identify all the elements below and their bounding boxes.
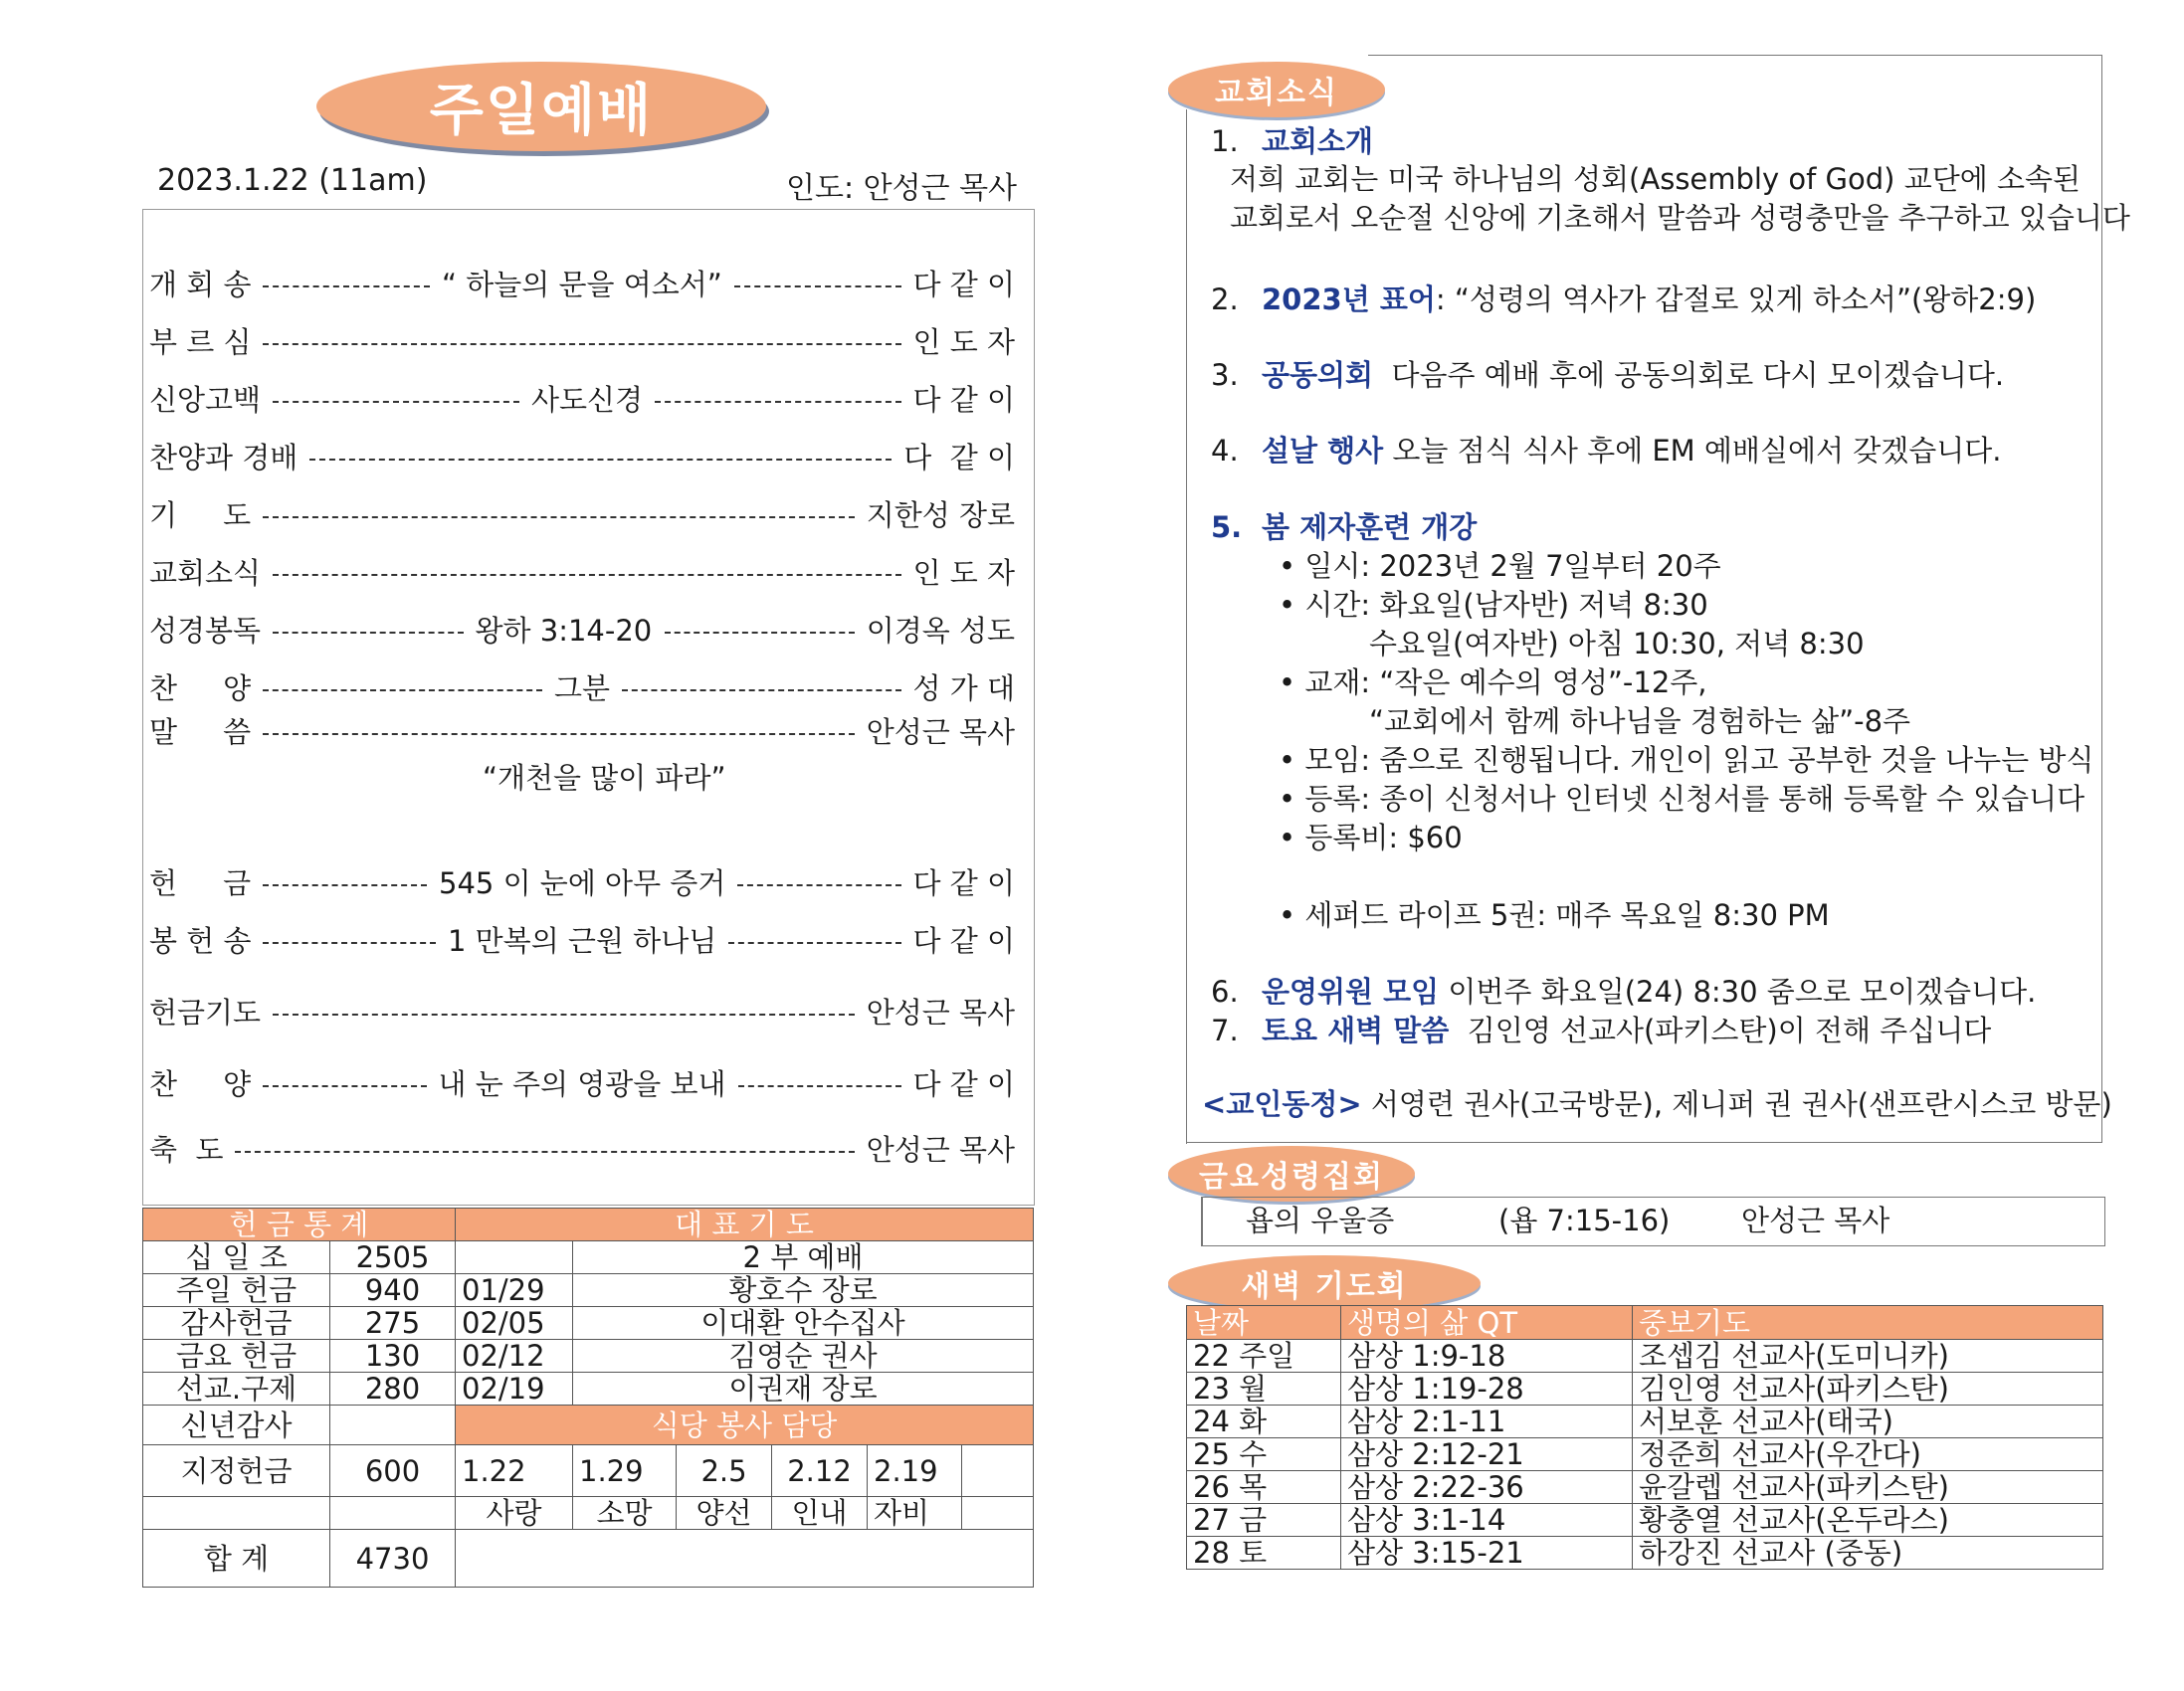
news-item-6-num: 6.: [1211, 975, 1239, 1009]
dash-leader: [622, 689, 901, 691]
service-person: 성 가 대: [912, 671, 1015, 705]
dash-leader: [273, 401, 519, 403]
service-row: [149, 438, 1015, 477]
service-item: 그분: [554, 671, 611, 705]
dash-leader: [728, 942, 901, 944]
service-person: 지한성 장로: [866, 498, 1015, 532]
meal-group: 자비: [868, 1497, 962, 1530]
dawn-qt: 삼상 2:22-36: [1341, 1471, 1633, 1504]
service-person: 안성근 목사: [866, 715, 1015, 749]
newyear-label: 신년감사: [143, 1406, 330, 1445]
service-label: 교회소식: [149, 556, 262, 590]
worship-date: 2023.1.22 (11am): [157, 163, 428, 198]
total-empty: [456, 1530, 1034, 1588]
dawn-tab-label: 새벽 기도회: [1241, 1269, 1408, 1304]
service-person: 이경옥 성도: [866, 614, 1015, 648]
news-bullet: • 모임: 줌으로 진행됩니다. 개인이 읽고 공부한 것을 나누는 방식: [1279, 743, 2094, 777]
dash-leader: [263, 516, 855, 518]
service-person: 다 같 이: [903, 441, 1015, 474]
prayer-name: 김영순 권사: [573, 1340, 1034, 1373]
news-bullet: • 등록: 종이 신청서나 인터넷 신청서를 통해 등록할 수 있습니다: [1279, 782, 2085, 816]
service-person: 다 같 이: [912, 1067, 1015, 1101]
dawn-row: [1187, 1438, 2103, 1471]
dawn-header-qt: 생명의 삶 QT: [1341, 1306, 1633, 1340]
news-item-2-text: : “성령의 역사가 갑절로 있게 하소서”(왕하2:9): [1435, 282, 2037, 316]
dash-leader: [665, 632, 856, 634]
news-item-4-num: 4.: [1211, 434, 1239, 468]
offering-amount: 275: [330, 1307, 456, 1340]
prayer-header: 대 표 기 도: [456, 1209, 1034, 1241]
service-item: “ 하늘의 문을 여소서”: [442, 268, 722, 301]
prayer-name: 이권재 장로: [573, 1373, 1034, 1406]
dawn-row: [1187, 1406, 2103, 1438]
dawn-tab: [1168, 1255, 1481, 1311]
news-item-7: [1262, 1011, 1991, 1050]
news-bullet: • 세퍼드 라이프 5권: 매주 목요일 8:30 PM: [1279, 898, 1830, 932]
dawn-day: 26 목: [1187, 1471, 1341, 1504]
service-person: 안성근 목사: [866, 1133, 1015, 1167]
news-item-3-title: 공동의회: [1262, 358, 1374, 392]
offering-name: 십 일 조: [143, 1241, 330, 1274]
service-label: 헌금기도: [149, 996, 262, 1030]
news-item-1-num: 1.: [1211, 124, 1239, 158]
news-tab: [1168, 62, 1385, 117]
bullet-text: 교재: “작은 예수의 영성”-12주,: [1304, 665, 1707, 699]
news-bottom-rule: [1186, 1142, 2102, 1143]
news-bullet: • 등록비: $60: [1279, 821, 1463, 854]
service-row: [149, 495, 1015, 535]
newyear-amount: [330, 1406, 456, 1445]
service-row: [149, 921, 1015, 961]
dash-leader: [273, 1014, 855, 1016]
offering-table: [142, 1208, 1034, 1588]
offering-name: 금요 헌금: [143, 1340, 330, 1373]
total-label: 합 계: [143, 1530, 330, 1588]
members-text: 서영련 권사(고국방문), 제니퍼 권 권사(샌프란시스코 방문): [1370, 1087, 2112, 1121]
dash-leader: [263, 285, 430, 287]
friday-tab: [1168, 1146, 1415, 1202]
service-label: 찬 양: [149, 1067, 252, 1101]
service-label: 헌 금: [149, 866, 252, 900]
prayer-date: 02/19: [456, 1373, 573, 1406]
dawn-missionary: 서보훈 선교사(태국): [1633, 1406, 2103, 1438]
service-item: 1 만복의 근원 하나님: [448, 924, 717, 958]
dawn-qt: 삼상 2:1-11: [1341, 1406, 1633, 1438]
members-title: <교인동정>: [1202, 1087, 1362, 1121]
service-person: 안성근 목사: [866, 996, 1015, 1030]
service-label: 찬양과 경배: [149, 441, 298, 474]
dash-leader: [263, 1085, 427, 1087]
news-bullet: • 일시: 2023년 2월 7일부터 20주: [1279, 549, 1721, 583]
dawn-day: 24 화: [1187, 1406, 1341, 1438]
dawn-row: [1187, 1471, 2103, 1504]
news-item-2-num: 2.: [1211, 282, 1239, 316]
bullet-text: 모임: 줌으로 진행됩니다. 개인이 읽고 공부한 것을 나누는 방식: [1304, 743, 2094, 777]
dash-leader: [263, 733, 855, 735]
news-item-1-line1: 저희 교회는 미국 하나님의 성회(Assembly of God) 교단에 소속된: [1230, 162, 2081, 196]
news-item-4: [1262, 431, 2002, 470]
sermon-title: “개천을 많이 파라”: [483, 761, 726, 795]
dawn-header-prayer: 중보기도: [1633, 1306, 2103, 1340]
dawn-missionary: 정준희 선교사(우간다): [1633, 1438, 2103, 1471]
prayer-name: 황호수 장로: [573, 1274, 1034, 1307]
dash-leader: [263, 884, 427, 886]
service-item: 사도신경: [531, 383, 644, 417]
service-person: 인 도 자: [912, 556, 1015, 590]
dawn-rows: [1187, 1340, 2103, 1570]
service-item: 왕하 3:14-20: [475, 614, 653, 648]
friday-speaker: 안성근 목사: [1741, 1204, 1890, 1237]
service-label: 개 회 송: [149, 268, 252, 301]
service-row: [149, 380, 1015, 420]
service-row: [149, 1064, 1015, 1104]
service-person: 다 같 이: [912, 383, 1015, 417]
dawn-qt: 삼상 2:12-21: [1341, 1438, 1633, 1471]
dawn-missionary: 윤갈렙 선교사(파키스탄): [1633, 1471, 2103, 1504]
dawn-qt: 삼상 1:19-28: [1341, 1373, 1633, 1406]
bullet-text: 등록: 종이 신청서나 인터넷 신청서를 통해 등록할 수 있습니다: [1304, 782, 2085, 816]
dash-leader: [738, 1085, 902, 1087]
dawn-missionary: 김인영 선교사(파키스탄): [1633, 1373, 2103, 1406]
friday-title: 욥의 우울증: [1246, 1204, 1395, 1237]
dash-leader: [309, 459, 892, 461]
news-item-2-title: 2023년 표어: [1262, 282, 1436, 316]
total-amount: 4730: [330, 1530, 456, 1588]
news-item-3-num: 3.: [1211, 358, 1239, 392]
news-item-3-text: 다음주 예배 후에 공동의회로 다시 모이겠습니다.: [1391, 358, 2005, 392]
dawn-row: [1187, 1340, 2103, 1373]
service-row: [149, 1130, 1015, 1170]
dawn-qt: 삼상 1:9-18: [1341, 1340, 1633, 1373]
designated-label: 지정헌금: [143, 1445, 330, 1497]
dawn-qt: 삼상 3:1-14: [1341, 1504, 1633, 1537]
offering-amount: 940: [330, 1274, 456, 1307]
news-top-rule: [1368, 55, 2102, 56]
bullet-text: 등록비: $60: [1304, 821, 1463, 854]
news-item-6-text: 이번주 화요일(24) 8:30 줌으로 모이겠습니다.: [1448, 975, 2037, 1009]
service-row: [149, 668, 1015, 708]
meal-date: 1.22: [456, 1445, 573, 1497]
empty-cell: [143, 1497, 330, 1530]
service-item: 545 이 눈에 아무 증거: [439, 866, 726, 900]
news-item-1-title: 교회소개: [1262, 124, 1374, 158]
dawn-row: [1187, 1373, 2103, 1406]
dawn-day: 22 주일: [1187, 1340, 1341, 1373]
service-person: 다 같 이: [912, 924, 1015, 958]
prayer-date: [456, 1241, 573, 1274]
service-row: [149, 993, 1015, 1033]
dawn-row: [1187, 1504, 2103, 1537]
offering-name: 감사헌금: [143, 1307, 330, 1340]
prayer-name: 이대환 안수집사: [573, 1307, 1034, 1340]
bullet-text: 시간: 화요일(남자반) 저녁 8:30: [1304, 588, 1708, 622]
prayer-date: 02/05: [456, 1307, 573, 1340]
offering-amount: 2505: [330, 1241, 456, 1274]
service-label: 기 도: [149, 498, 252, 532]
dash-leader: [263, 942, 436, 944]
dawn-missionary: 황충열 선교사(온두라스): [1633, 1504, 2103, 1537]
friday-tab-label: 금요성령집회: [1199, 1160, 1384, 1195]
news-bullet-cont: “교회에서 함께 하나님을 경험하는 삶”-8주: [1369, 704, 1911, 738]
dash-leader: [273, 632, 464, 634]
news-item-4-title: 설날 행사: [1262, 434, 1384, 468]
meal-date: 2.12: [772, 1445, 868, 1497]
dash-leader: [235, 1151, 855, 1153]
offering-amount: 130: [330, 1340, 456, 1373]
meal-group: 양선: [677, 1497, 772, 1530]
friday-passage: (욥 7:15-16): [1498, 1204, 1671, 1237]
offering-amount: 280: [330, 1373, 456, 1406]
news-bullet: • 시간: 화요일(남자반) 저녁 8:30: [1279, 588, 1708, 622]
prayer-name: 2 부 예배: [573, 1241, 1034, 1274]
dash-leader: [263, 689, 542, 691]
offering-header: 헌 금 통 계: [143, 1209, 456, 1241]
dash-leader: [273, 574, 901, 576]
service-row: [149, 553, 1015, 593]
prayer-date: 02/12: [456, 1340, 573, 1373]
dawn-day: 23 월: [1187, 1373, 1341, 1406]
offering-name: 선교.구제: [143, 1373, 330, 1406]
service-label: 성경봉독: [149, 614, 262, 648]
news-item-2: [1262, 280, 2036, 319]
service-row: [149, 863, 1015, 903]
service-label: 봉 헌 송: [149, 924, 252, 958]
meal-group: 인내: [772, 1497, 868, 1530]
dawn-qt: 삼상 3:15-21: [1341, 1537, 1633, 1570]
dawn-missionary: 하강진 선교사 (중동): [1633, 1537, 2103, 1570]
news-item-7-num: 7.: [1211, 1014, 1239, 1047]
meal-empty: [962, 1445, 1034, 1497]
service-row: [149, 611, 1015, 651]
news-item-5-title: 봄 제자훈련 개강: [1262, 510, 1478, 544]
service-row: [149, 322, 1015, 362]
news-item-7-text: 김인영 선교사(파키스탄)이 전해 주십니다: [1467, 1014, 1992, 1047]
news-tab-label: 교회소식: [1215, 76, 1338, 110]
news-item-6: [1262, 972, 2036, 1012]
worship-title-badge: [316, 62, 766, 151]
dash-leader: [263, 343, 901, 345]
bullet-text: 일시: 2023년 2월 7일부터 20주: [1304, 549, 1721, 583]
worship-leader: 인도: 안성근 목사: [786, 171, 1018, 206]
service-label: 축 도: [149, 1133, 224, 1167]
dawn-day: 25 수: [1187, 1438, 1341, 1471]
news-item-7-title: 토요 새벽 말씀: [1262, 1014, 1450, 1047]
meal-empty: [962, 1497, 1034, 1530]
dawn-missionary: 조셉김 선교사(도미니카): [1633, 1340, 2103, 1373]
service-label: 찬 양: [149, 671, 252, 705]
designated-amount: 600: [330, 1445, 456, 1497]
meal-group: 사랑: [456, 1497, 573, 1530]
dawn-row: [1187, 1537, 2103, 1570]
news-item-3: [1262, 355, 2004, 395]
prayer-date: 01/29: [456, 1274, 573, 1307]
service-person: 다 같 이: [912, 866, 1015, 900]
bullet-text: 세퍼드 라이프 5권: 매주 목요일 8:30 PM: [1304, 898, 1830, 932]
dawn-day: 27 금: [1187, 1504, 1341, 1537]
dawn-header-date: 날짜: [1187, 1306, 1341, 1340]
service-label: 부 르 심: [149, 325, 252, 359]
service-row: [149, 265, 1015, 304]
meal-header: 식당 봉사 담당: [456, 1406, 1034, 1445]
service-person: 다 같 이: [912, 268, 1015, 301]
news-item-1-line2: 교회로서 오순절 신앙에 기초해서 말씀과 성령충만을 추구하고 있습니다: [1230, 201, 2130, 235]
news-left-rule: [1186, 109, 1187, 1144]
empty-cell: [330, 1497, 456, 1530]
news-item-4-text: 오늘 점식 식사 후에 EM 예배실에서 갖겠습니다.: [1392, 434, 2002, 468]
service-row: [149, 712, 1015, 752]
dash-leader: [655, 401, 901, 403]
meal-date: 2.19: [868, 1445, 962, 1497]
dash-leader: [734, 285, 901, 287]
service-label: 신앙고백: [149, 383, 262, 417]
service-person: 인 도 자: [912, 325, 1015, 359]
service-label: 말 씀: [149, 715, 252, 749]
service-item: 내 눈 주의 영광을 보내: [438, 1067, 726, 1101]
meal-group: 소망: [573, 1497, 677, 1530]
meal-date: 2.5: [677, 1445, 772, 1497]
dawn-table: [1186, 1305, 2103, 1570]
worship-title: 주일예배: [429, 79, 654, 143]
news-item-6-title: 운영위원 모임: [1262, 975, 1440, 1009]
news-bullet: • 교재: “작은 예수의 영성”-12주,: [1279, 665, 1707, 699]
meal-date: 1.29: [573, 1445, 677, 1497]
dash-leader: [737, 884, 901, 886]
offering-name: 주일 헌금: [143, 1274, 330, 1307]
news-item-5-num: 5.: [1211, 510, 1243, 544]
dawn-day: 28 토: [1187, 1537, 1341, 1570]
news-bullet-cont: 수요일(여자반) 아침 10:30, 저녁 8:30: [1369, 627, 1865, 660]
members-news: [1202, 1084, 2112, 1124]
